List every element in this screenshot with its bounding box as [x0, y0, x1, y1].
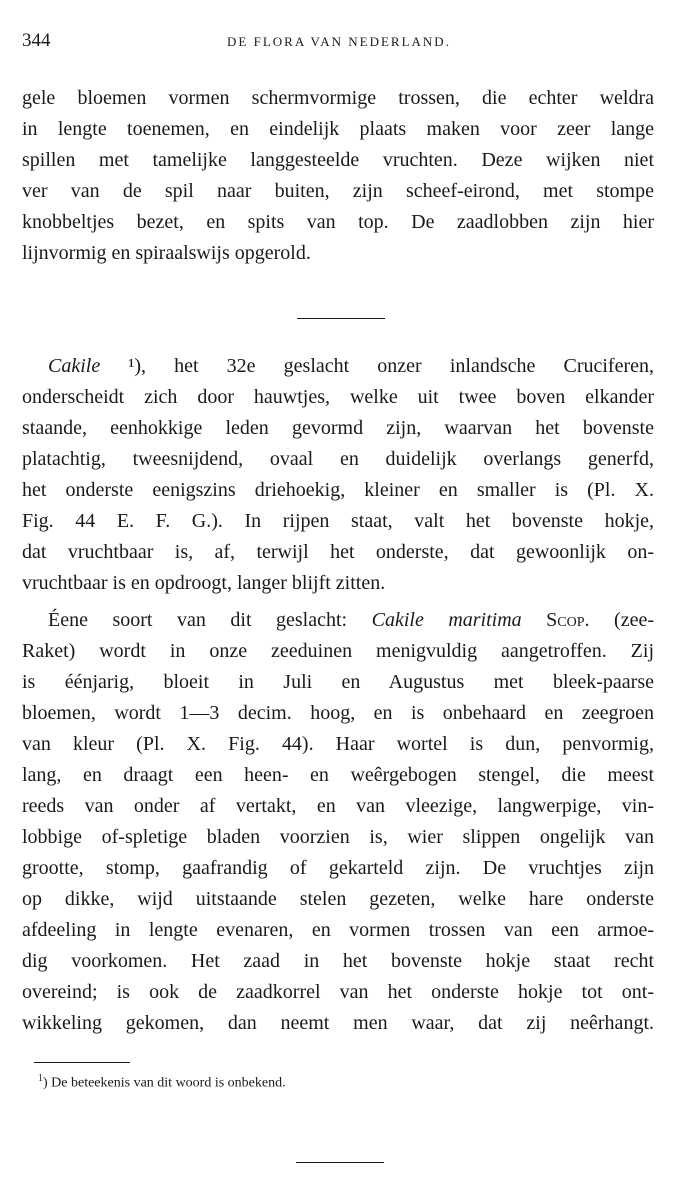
text-line: reeds van onder af vertakt, en van vleezige, langwerpige, vin- — [22, 795, 654, 817]
footnote-rule — [34, 1062, 130, 1063]
text-line: Éene soort van dit geslacht: Cakile maritima Scop. (zee- — [48, 609, 655, 631]
text-line: dat vruchtbaar is, af, terwijl het onderste, dat gewoonlijk on- — [22, 541, 654, 563]
text-line: knobbeltjes bezet, en spits van top. De zaadlobben zijn hier — [22, 211, 654, 233]
text-line: spillen met tamelijke langgesteelde vruchten. Deze wijken niet — [22, 149, 654, 171]
text-line: staande, eenhokkige leden gevormd zijn, waarvan het bovenste — [22, 417, 654, 439]
text-line: platachtig, tweesnijdend, ovaal en duidelijk overlangs generfd, — [22, 448, 654, 470]
text-line: van kleur (Pl. X. Fig. 44). Haar wortel is dun, penvormig, — [22, 733, 654, 755]
text-line: Fig. 44 E. F. G.). In rijpen staat, valt het bovenste hokje, — [22, 510, 654, 532]
text-line: Cakile ¹), het 32e geslacht onzer inlandsche Cruciferen, — [48, 355, 654, 377]
text-line: lijnvormig en spiraalswijs opgerold. — [22, 242, 311, 264]
footnote: $^1$) De beteekenis van dit woord is onbekend. — [38, 1073, 286, 1091]
text-line: gele bloemen vormen schermvormige trossen, die echter weldra — [22, 87, 654, 109]
text-line: het onderste eenigszins driehoekig, kleiner en smaller is (Pl. X. — [22, 479, 654, 501]
text-line: lang, en draagt een heen- en weêrgebogen stengel, die meest — [22, 764, 654, 786]
text-line: ver van de spil naar buiten, zijn scheef-eirond, met stompe — [22, 180, 654, 202]
page-end-divider — [296, 1162, 384, 1163]
text-line: in lengte toenemen, en eindelijk plaats maken voor zeer lange — [22, 118, 654, 140]
text-line: lobbige of-spletige bladen voorzien is, wier slippen ongelijk van — [22, 826, 654, 848]
running-title: DE FLORA VAN NEDERLAND. — [227, 34, 451, 49]
page-number: 344 — [22, 30, 51, 51]
text-line: dig voorkomen. Het zaad in het bovenste hokje staat recht — [22, 950, 654, 972]
section-divider — [297, 318, 385, 319]
text-line: is éénjarig, bloeit in Juli en Augustus met bleek-paarse — [22, 671, 654, 693]
genus-name: Cakile — [48, 355, 101, 377]
text-line: op dikke, wijd uitstaande stelen gezeten, welke hare onderste — [22, 888, 654, 910]
text-line: bloemen, wordt 1—3 decim. hoog, en is onbehaard en zeegroen — [22, 702, 654, 724]
text-line: afdeeling in lengte evenaren, en vormen trossen van een armoe- — [22, 919, 654, 941]
text-line: overeind; is ook de zaadkorrel van het onderste hokje tot ont- — [22, 981, 654, 1003]
text-line: Raket) wordt in onze zeeduinen menigvuldig aangetroffen. Zij — [22, 640, 654, 662]
text-line: wikkeling gekomen, dan neemt men waar, dat zij neêrhangt. — [22, 1012, 654, 1034]
species-name: Cakile maritima — [371, 609, 522, 631]
author-name: Scop. — [521, 609, 590, 631]
text-line: onderscheidt zich door hauwtjes, welke uit twee boven elkander — [22, 386, 654, 408]
text-line: grootte, stomp, gaafrandig of gekarteld zijn. De vruchtjes zijn — [22, 857, 654, 879]
text-line: vruchtbaar is en opdroogt, langer blijft zitten. — [22, 572, 386, 594]
